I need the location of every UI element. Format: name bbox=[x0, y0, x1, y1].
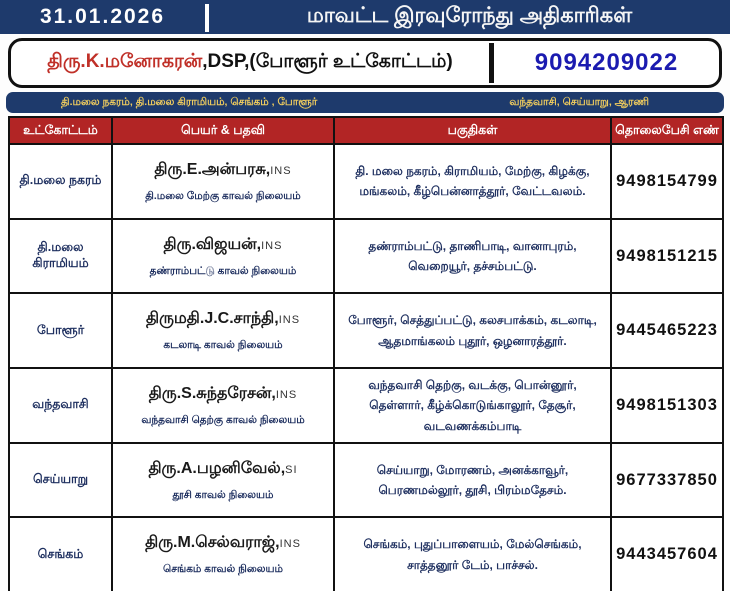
table-header-row bbox=[10, 118, 722, 145]
column-header-subdivision: உட்கோட்டம் bbox=[10, 118, 113, 143]
table-row bbox=[10, 145, 722, 220]
table-row bbox=[10, 444, 722, 519]
subdivision-name: வந்தவாசி bbox=[32, 397, 89, 412]
officer-name: திரு.S.சுந்தரேசன், bbox=[148, 384, 276, 402]
officer-name: திரு.E.அன்பரசு, bbox=[154, 160, 271, 178]
dsp-officer-designation: ,DSP,(போளூர் உட்கோட்டம்) bbox=[202, 51, 453, 72]
subdivision-name: செங்கம் bbox=[37, 546, 84, 561]
column-header-areas: பகுதிகள் bbox=[335, 118, 612, 143]
officer-rank: SI bbox=[285, 463, 298, 476]
police-station: செங்கம் காவல் நிலையம் bbox=[163, 563, 283, 576]
officer-phone: 9443457604 bbox=[616, 545, 718, 564]
officers-table bbox=[8, 116, 724, 591]
table-row bbox=[10, 220, 722, 295]
officer-rank: INS bbox=[270, 164, 292, 177]
region-strip-right: வந்தவாசி, செய்யாறு, ஆரணி bbox=[509, 96, 649, 108]
patrol-areas: செய்யாறு, மோரணம், அனக்காவூர், பெரணமல்லூர், தூசி, பிரம்மதேசம். bbox=[376, 462, 569, 498]
police-station: தண்ராம்பட்டு காவல் நிலையம் bbox=[149, 264, 297, 277]
notice-date: 31.01.2026 bbox=[39, 5, 166, 28]
dsp-officer-phone: 9094209022 bbox=[534, 49, 679, 76]
page-title: மாவட்ட இரவுரோந்து அதிகாரிகள் bbox=[306, 4, 633, 27]
police-station: கடலாடி காவல் நிலையம் bbox=[163, 339, 283, 352]
dsp-officer-name-line bbox=[11, 51, 489, 75]
patrol-areas: வந்தவாசி தெற்கு, வடக்கு, பொன்னூர், தெள்ளார், கீழ்க்கொடுங்காலூர், தேசூர், வடவணக்கம்பாடி bbox=[368, 377, 577, 433]
table-row bbox=[10, 369, 722, 444]
officer-name: திரு.A.பழனிவேல், bbox=[148, 459, 286, 477]
officer-rank: INS bbox=[279, 538, 301, 551]
police-station: தூசி காவல் நிலையம் bbox=[172, 488, 274, 501]
subdivision-name: தி.மலை நகரம் bbox=[19, 173, 102, 188]
subdivision-name: போளூர் bbox=[36, 322, 85, 337]
subdivision-name: செய்யாறு bbox=[32, 472, 89, 487]
dsp-officer-box bbox=[8, 38, 722, 88]
officer-rank: INS bbox=[278, 314, 301, 327]
officer-phone: 9445465223 bbox=[616, 321, 718, 340]
police-station: தி.மலை மேற்கு காவல் நிலையம் bbox=[145, 189, 301, 202]
dsp-officer-name: திரு.K.மனோகரன் bbox=[47, 51, 203, 72]
officer-name: திரு.விஜயன், bbox=[163, 235, 262, 253]
officer-phone: 9498151215 bbox=[616, 246, 718, 265]
column-header-phone: தொலைபேசி எண் bbox=[615, 122, 719, 137]
region-strip-left: தி.மலை நகரம், தி.மலை கிராமியம், செங்கம் , போளூர் bbox=[61, 96, 318, 108]
table-row bbox=[10, 294, 722, 369]
table-row bbox=[10, 518, 722, 591]
officer-phone: 9498151303 bbox=[616, 395, 718, 414]
officer-rank: INS bbox=[275, 388, 298, 401]
patrol-areas: தி. மலை நகரம், கிராமியம், மேற்கு, கிழக்கு, மங்கலம், கீழ்பென்னாத்தூர், வேட்டவலம். bbox=[355, 163, 590, 199]
patrol-areas: போளூர், செத்துப்பட்டு, கலசபாக்கம், கடலாடி, ஆதமாங்கலம் புதூர், ஒழனாரத்தூர். bbox=[348, 313, 597, 348]
patrol-areas: செங்கம், புதுப்பாளையம், மேல்செங்கம், சாத்தனூர் டேம், பாச்சல். bbox=[363, 537, 582, 572]
police-station: வந்தவாசி தெற்கு காவல் நிலையம் bbox=[141, 413, 305, 426]
patrol-areas: தண்ராம்பட்டு, தாணிபாடி, வானாபுரம், வெறையூர், தச்சம்பட்டு. bbox=[368, 238, 577, 273]
subdivision-name: தி.மலை கிராமியம் bbox=[32, 240, 89, 270]
title-bar bbox=[0, 0, 730, 34]
officer-phone: 9498154799 bbox=[616, 171, 718, 190]
officer-name: திருமதி.J.C.சாந்தி, bbox=[145, 310, 279, 328]
officer-phone: 9677337850 bbox=[616, 470, 718, 489]
region-strip bbox=[6, 92, 724, 113]
officer-rank: INS bbox=[261, 239, 283, 252]
officer-name: திரு.M.செல்வராஜ், bbox=[145, 534, 280, 552]
column-header-name-designation: பெயர் & பதவி bbox=[113, 118, 335, 143]
